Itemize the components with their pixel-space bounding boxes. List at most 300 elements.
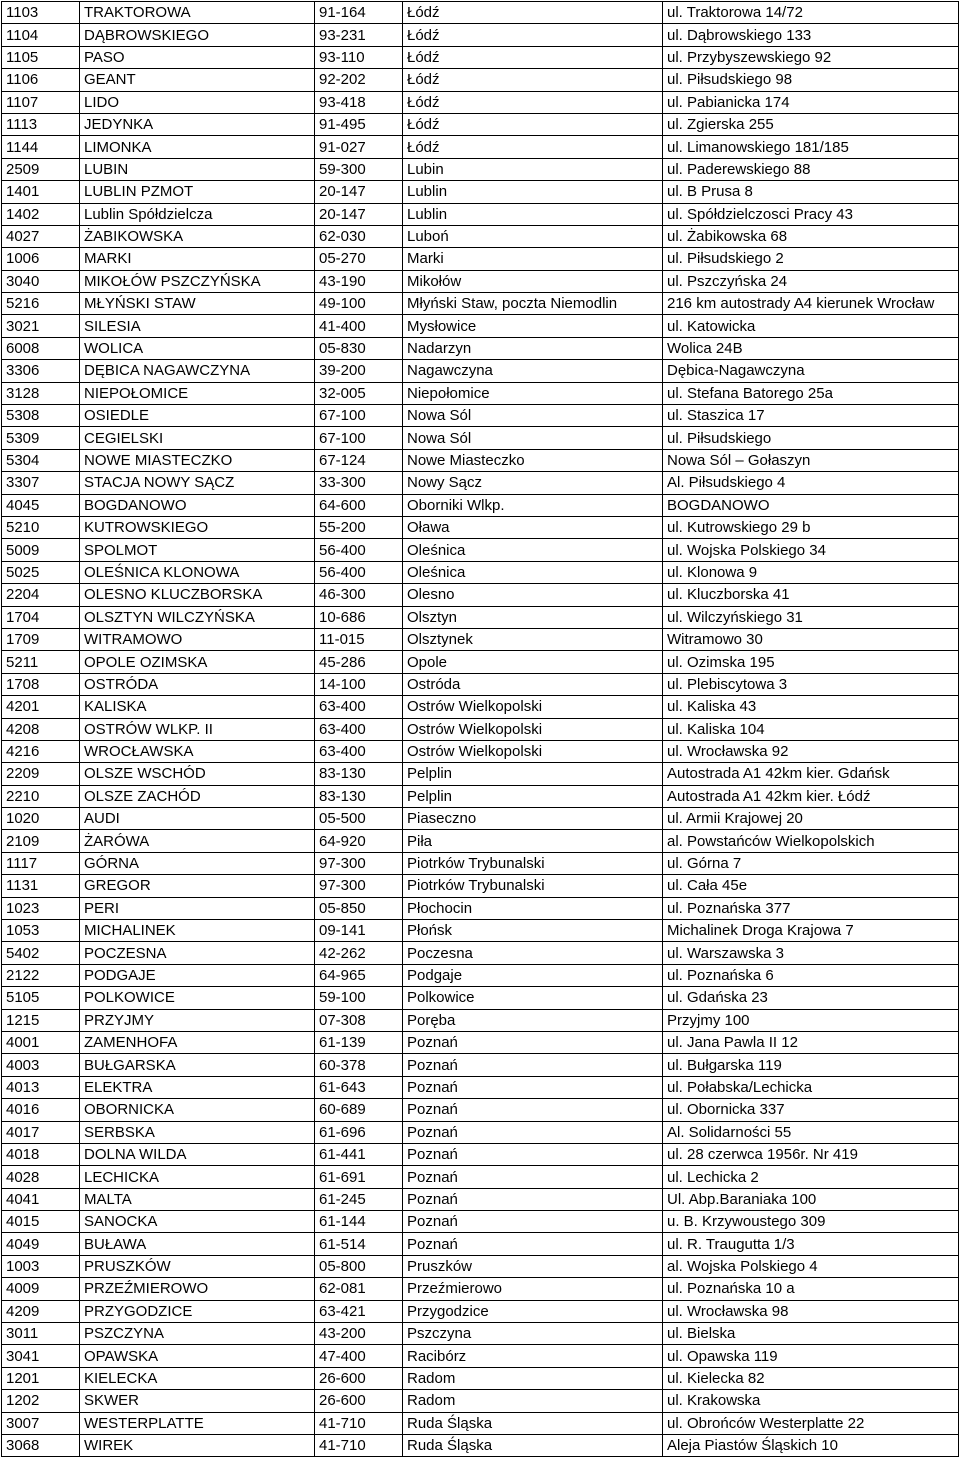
- postal-code-cell: 47-400: [315, 1345, 403, 1367]
- address-cell: ul. Kutrowskiego 29 b: [663, 516, 959, 538]
- station-id-cell: 1020: [2, 808, 80, 830]
- address-cell: ul. Dąbrowskiego 133: [663, 24, 959, 46]
- station-id-cell: 3041: [2, 1345, 80, 1367]
- station-name-cell: BUŁGARSKA: [80, 1054, 315, 1076]
- address-cell: ul. Krakowska: [663, 1390, 959, 1412]
- station-id-cell: 4209: [2, 1300, 80, 1322]
- table-row: [2, 561, 959, 583]
- postal-code-cell: 63-400: [315, 718, 403, 740]
- station-name-cell: MŁYŃSKI STAW: [80, 293, 315, 315]
- station-name-cell: SILESIA: [80, 315, 315, 337]
- table-row: [2, 1009, 959, 1031]
- station-id-cell: 1215: [2, 1009, 80, 1031]
- station-id-cell: 1402: [2, 203, 80, 225]
- station-name-cell: ŻABIKOWSKA: [80, 225, 315, 247]
- address-cell: ul. Piłsudskiego 98: [663, 69, 959, 91]
- station-id-cell: 1104: [2, 24, 80, 46]
- table-row: [2, 494, 959, 516]
- address-cell: Nowa Sól – Gołaszyn: [663, 449, 959, 471]
- station-id-cell: 1144: [2, 136, 80, 158]
- city-cell: Poznań: [403, 1143, 663, 1165]
- city-cell: Niepołomice: [403, 382, 663, 404]
- city-cell: Nowe Miasteczko: [403, 449, 663, 471]
- address-cell: Dębica-Nagawczyna: [663, 360, 959, 382]
- postal-code-cell: 83-130: [315, 763, 403, 785]
- address-cell: ul. Traktorowa 14/72: [663, 2, 959, 24]
- postal-code-cell: 20-147: [315, 181, 403, 203]
- address-cell: ul. Kaliska 104: [663, 718, 959, 740]
- table-row: [2, 1233, 959, 1255]
- postal-code-cell: 91-027: [315, 136, 403, 158]
- table-row: [2, 920, 959, 942]
- postal-code-cell: 20-147: [315, 203, 403, 225]
- station-id-cell: 1003: [2, 1255, 80, 1277]
- station-name-cell: OSTRÓW WLKP. II: [80, 718, 315, 740]
- postal-code-cell: 63-421: [315, 1300, 403, 1322]
- station-id-cell: 4028: [2, 1166, 80, 1188]
- address-cell: ul. Piłsudskiego 2: [663, 248, 959, 270]
- table-row: [2, 1211, 959, 1233]
- table-row: [2, 24, 959, 46]
- address-cell: ul. B Prusa 8: [663, 181, 959, 203]
- station-name-cell: PRZYGODZICE: [80, 1300, 315, 1322]
- station-name-cell: OPOLE OZIMSKA: [80, 651, 315, 673]
- postal-code-cell: 64-965: [315, 964, 403, 986]
- city-cell: Ostrów Wielkopolski: [403, 696, 663, 718]
- address-cell: ul. Wrocławska 92: [663, 740, 959, 762]
- postal-code-cell: 91-495: [315, 113, 403, 135]
- city-cell: Łódź: [403, 113, 663, 135]
- postal-code-cell: 64-600: [315, 494, 403, 516]
- postal-code-cell: 61-514: [315, 1233, 403, 1255]
- city-cell: Lubin: [403, 158, 663, 180]
- postal-code-cell: 61-643: [315, 1076, 403, 1098]
- address-cell: 216 km autostrady A4 kierunek Wrocław: [663, 293, 959, 315]
- table-row: [2, 203, 959, 225]
- city-cell: Podgaje: [403, 964, 663, 986]
- table-row: [2, 136, 959, 158]
- station-id-cell: 3040: [2, 270, 80, 292]
- table-row: [2, 1166, 959, 1188]
- station-id-cell: 5211: [2, 651, 80, 673]
- station-id-cell: 1103: [2, 2, 80, 24]
- city-cell: Mysłowice: [403, 315, 663, 337]
- address-cell: Autostrada A1 42km kier. Łódź: [663, 785, 959, 807]
- address-cell: ul. Stefana Batorego 25a: [663, 382, 959, 404]
- table-row: [2, 449, 959, 471]
- station-name-cell: OLEŚNICA KLONOWA: [80, 561, 315, 583]
- station-name-cell: SPOLMOT: [80, 539, 315, 561]
- table-row: [2, 1300, 959, 1322]
- address-cell: ul. Połabska/Lechicka: [663, 1076, 959, 1098]
- city-cell: Ostrów Wielkopolski: [403, 718, 663, 740]
- address-cell: u. B. Krzywoustego 309: [663, 1211, 959, 1233]
- table-row: [2, 606, 959, 628]
- city-cell: Mikołów: [403, 270, 663, 292]
- station-name-cell: WESTERPLATTE: [80, 1412, 315, 1434]
- station-id-cell: 4045: [2, 494, 80, 516]
- station-id-cell: 1107: [2, 91, 80, 113]
- address-cell: ul. Obrońców Westerplatte 22: [663, 1412, 959, 1434]
- station-id-cell: 2204: [2, 584, 80, 606]
- city-cell: Płochocin: [403, 897, 663, 919]
- address-cell: ul. Poznańska 377: [663, 897, 959, 919]
- station-name-cell: NIEPOŁOMICE: [80, 382, 315, 404]
- city-cell: Olesno: [403, 584, 663, 606]
- address-cell: Al. Solidarności 55: [663, 1121, 959, 1143]
- stations-table: [1, 1, 959, 1457]
- address-cell: ul. Żabikowska 68: [663, 225, 959, 247]
- station-id-cell: 1053: [2, 920, 80, 942]
- station-name-cell: WITRAMOWO: [80, 628, 315, 650]
- station-id-cell: 4009: [2, 1278, 80, 1300]
- station-id-cell: 3011: [2, 1323, 80, 1345]
- city-cell: Racibórz: [403, 1345, 663, 1367]
- postal-code-cell: 61-245: [315, 1188, 403, 1210]
- table-row: [2, 830, 959, 852]
- station-id-cell: 4017: [2, 1121, 80, 1143]
- postal-code-cell: 46-300: [315, 584, 403, 606]
- city-cell: Ruda Śląska: [403, 1412, 663, 1434]
- postal-code-cell: 14-100: [315, 673, 403, 695]
- table-row: [2, 718, 959, 740]
- station-name-cell: CEGIELSKI: [80, 427, 315, 449]
- address-cell: Przyjmy 100: [663, 1009, 959, 1031]
- postal-code-cell: 42-262: [315, 942, 403, 964]
- address-cell: ul. Warszawska 3: [663, 942, 959, 964]
- postal-code-cell: 45-286: [315, 651, 403, 673]
- postal-code-cell: 32-005: [315, 382, 403, 404]
- address-cell: ul. Spółdzielczosci Pracy 43: [663, 203, 959, 225]
- city-cell: Oleśnica: [403, 539, 663, 561]
- station-name-cell: AUDI: [80, 808, 315, 830]
- station-id-cell: 6008: [2, 337, 80, 359]
- table-row: [2, 673, 959, 695]
- station-id-cell: 1131: [2, 875, 80, 897]
- address-cell: Witramowo 30: [663, 628, 959, 650]
- postal-code-cell: 59-300: [315, 158, 403, 180]
- postal-code-cell: 09-141: [315, 920, 403, 942]
- postal-code-cell: 61-441: [315, 1143, 403, 1165]
- address-cell: ul. Pszczyńska 24: [663, 270, 959, 292]
- table-row: [2, 1323, 959, 1345]
- station-id-cell: 2210: [2, 785, 80, 807]
- station-name-cell: GREGOR: [80, 875, 315, 897]
- city-cell: Nowy Sącz: [403, 472, 663, 494]
- table-row: [2, 1345, 959, 1367]
- city-cell: Pszczyna: [403, 1323, 663, 1345]
- table-row: [2, 1054, 959, 1076]
- city-cell: Pelplin: [403, 785, 663, 807]
- postal-code-cell: 43-200: [315, 1323, 403, 1345]
- postal-code-cell: 41-710: [315, 1435, 403, 1457]
- postal-code-cell: 05-800: [315, 1255, 403, 1277]
- station-id-cell: 5402: [2, 942, 80, 964]
- city-cell: Polkowice: [403, 987, 663, 1009]
- station-name-cell: OLESNO KLUCZBORSKA: [80, 584, 315, 606]
- table-row: [2, 516, 959, 538]
- station-name-cell: MICHALINEK: [80, 920, 315, 942]
- address-cell: ul. Poznańska 10 a: [663, 1278, 959, 1300]
- station-name-cell: ŻARÓWA: [80, 830, 315, 852]
- station-id-cell: 4208: [2, 718, 80, 740]
- postal-code-cell: 93-110: [315, 46, 403, 68]
- table-row: [2, 987, 959, 1009]
- city-cell: Marki: [403, 248, 663, 270]
- address-cell: ul. Gdańska 23: [663, 987, 959, 1009]
- table-row: [2, 1076, 959, 1098]
- station-id-cell: 5025: [2, 561, 80, 583]
- station-id-cell: 4041: [2, 1188, 80, 1210]
- city-cell: Przeźmierowo: [403, 1278, 663, 1300]
- station-name-cell: KALISKA: [80, 696, 315, 718]
- postal-code-cell: 97-300: [315, 875, 403, 897]
- station-name-cell: OPAWSKA: [80, 1345, 315, 1367]
- station-id-cell: 1401: [2, 181, 80, 203]
- city-cell: Lublin: [403, 203, 663, 225]
- table-row: [2, 225, 959, 247]
- station-id-cell: 2509: [2, 158, 80, 180]
- station-name-cell: KIELECKA: [80, 1367, 315, 1389]
- city-cell: Olsztynek: [403, 628, 663, 650]
- table-row: [2, 427, 959, 449]
- station-name-cell: PODGAJE: [80, 964, 315, 986]
- station-id-cell: 1201: [2, 1367, 80, 1389]
- postal-code-cell: 05-830: [315, 337, 403, 359]
- city-cell: Poznań: [403, 1188, 663, 1210]
- city-cell: Przygodzice: [403, 1300, 663, 1322]
- station-name-cell: OSIEDLE: [80, 405, 315, 427]
- table-row: [2, 1188, 959, 1210]
- table-row: [2, 651, 959, 673]
- address-cell: Al. Piłsudskiego 4: [663, 472, 959, 494]
- station-name-cell: OLSZTYN WILCZYŃSKA: [80, 606, 315, 628]
- table-row: [2, 1435, 959, 1457]
- city-cell: Oleśnica: [403, 561, 663, 583]
- station-name-cell: WIREK: [80, 1435, 315, 1457]
- station-name-cell: SERBSKA: [80, 1121, 315, 1143]
- postal-code-cell: 60-689: [315, 1099, 403, 1121]
- address-cell: ul. Bielska: [663, 1323, 959, 1345]
- address-cell: ul. 28 czerwca 1956r. Nr 419: [663, 1143, 959, 1165]
- station-id-cell: 1202: [2, 1390, 80, 1412]
- table-row: [2, 539, 959, 561]
- table-row: [2, 113, 959, 135]
- city-cell: Nagawczyna: [403, 360, 663, 382]
- station-id-cell: 1113: [2, 113, 80, 135]
- postal-code-cell: 67-124: [315, 449, 403, 471]
- station-id-cell: 2109: [2, 830, 80, 852]
- station-name-cell: PERI: [80, 897, 315, 919]
- station-id-cell: 3307: [2, 472, 80, 494]
- city-cell: Piła: [403, 830, 663, 852]
- address-cell: ul. Klonowa 9: [663, 561, 959, 583]
- address-cell: ul. Paderewskiego 88: [663, 158, 959, 180]
- station-name-cell: KUTROWSKIEGO: [80, 516, 315, 538]
- city-cell: Ruda Śląska: [403, 1435, 663, 1457]
- station-name-cell: OLSZE ZACHÓD: [80, 785, 315, 807]
- station-id-cell: 5216: [2, 293, 80, 315]
- postal-code-cell: 62-081: [315, 1278, 403, 1300]
- station-id-cell: 4027: [2, 225, 80, 247]
- table-row: [2, 181, 959, 203]
- station-id-cell: 4016: [2, 1099, 80, 1121]
- station-id-cell: 4003: [2, 1054, 80, 1076]
- city-cell: Ostrów Wielkopolski: [403, 740, 663, 762]
- address-cell: ul. Obornicka 337: [663, 1099, 959, 1121]
- address-cell: ul. Lechicka 2: [663, 1166, 959, 1188]
- city-cell: Poznań: [403, 1166, 663, 1188]
- table-row: [2, 808, 959, 830]
- postal-code-cell: 33-300: [315, 472, 403, 494]
- city-cell: Poręba: [403, 1009, 663, 1031]
- station-id-cell: 4216: [2, 740, 80, 762]
- address-cell: ul. Wilczyńskiego 31: [663, 606, 959, 628]
- address-cell: ul. Cała 45e: [663, 875, 959, 897]
- city-cell: Poznań: [403, 1031, 663, 1053]
- station-name-cell: OSTRÓDA: [80, 673, 315, 695]
- city-cell: Łódź: [403, 69, 663, 91]
- table-row: [2, 315, 959, 337]
- table-row: [2, 46, 959, 68]
- address-cell: ul. Limanowskiego 181/185: [663, 136, 959, 158]
- postal-code-cell: 49-100: [315, 293, 403, 315]
- city-cell: Poznań: [403, 1054, 663, 1076]
- station-name-cell: OBORNICKA: [80, 1099, 315, 1121]
- postal-code-cell: 61-691: [315, 1166, 403, 1188]
- postal-code-cell: 93-231: [315, 24, 403, 46]
- table-row: [2, 942, 959, 964]
- postal-code-cell: 62-030: [315, 225, 403, 247]
- postal-code-cell: 26-600: [315, 1390, 403, 1412]
- table-row: [2, 584, 959, 606]
- table-row: [2, 69, 959, 91]
- station-id-cell: 1006: [2, 248, 80, 270]
- station-name-cell: ZAMENHOFA: [80, 1031, 315, 1053]
- postal-code-cell: 91-164: [315, 2, 403, 24]
- address-cell: al. Wojska Polskiego 4: [663, 1255, 959, 1277]
- address-cell: ul. Kluczborska 41: [663, 584, 959, 606]
- address-cell: ul. Kielecka 82: [663, 1367, 959, 1389]
- table-row: [2, 270, 959, 292]
- postal-code-cell: 39-200: [315, 360, 403, 382]
- station-name-cell: LUBIN: [80, 158, 315, 180]
- table-row: [2, 897, 959, 919]
- postal-code-cell: 43-190: [315, 270, 403, 292]
- city-cell: Poznań: [403, 1121, 663, 1143]
- station-id-cell: 3007: [2, 1412, 80, 1434]
- station-name-cell: BOGDANOWO: [80, 494, 315, 516]
- city-cell: Oława: [403, 516, 663, 538]
- station-id-cell: 3068: [2, 1435, 80, 1457]
- postal-code-cell: 60-378: [315, 1054, 403, 1076]
- station-name-cell: BUŁAWA: [80, 1233, 315, 1255]
- city-cell: Piotrków Trybunalski: [403, 875, 663, 897]
- station-name-cell: PRZEŹMIEROWO: [80, 1278, 315, 1300]
- table-row: [2, 472, 959, 494]
- address-cell: ul. R. Traugutta 1/3: [663, 1233, 959, 1255]
- table-row: [2, 337, 959, 359]
- address-cell: ul. Opawska 119: [663, 1345, 959, 1367]
- postal-code-cell: 56-400: [315, 539, 403, 561]
- station-name-cell: LECHICKA: [80, 1166, 315, 1188]
- city-cell: Nowa Sól: [403, 427, 663, 449]
- table-row: [2, 91, 959, 113]
- station-id-cell: 2122: [2, 964, 80, 986]
- city-cell: Łódź: [403, 46, 663, 68]
- station-name-cell: GÓRNA: [80, 852, 315, 874]
- city-cell: Poznań: [403, 1211, 663, 1233]
- address-cell: Wolica 24B: [663, 337, 959, 359]
- address-cell: ul. Poznańska 6: [663, 964, 959, 986]
- station-name-cell: Lublin Spółdzielcza: [80, 203, 315, 225]
- city-cell: Płońsk: [403, 920, 663, 942]
- address-cell: ul. Bułgarska 119: [663, 1054, 959, 1076]
- station-id-cell: 5308: [2, 405, 80, 427]
- address-cell: ul. Wojska Polskiego 34: [663, 539, 959, 561]
- station-id-cell: 4001: [2, 1031, 80, 1053]
- city-cell: Nadarzyn: [403, 337, 663, 359]
- station-name-cell: OLSZE WSCHÓD: [80, 763, 315, 785]
- city-cell: Łódź: [403, 91, 663, 113]
- table-row: [2, 158, 959, 180]
- station-name-cell: DOLNA WILDA: [80, 1143, 315, 1165]
- station-id-cell: 5304: [2, 449, 80, 471]
- address-cell: Autostrada A1 42km kier. Gdańsk: [663, 763, 959, 785]
- station-id-cell: 5309: [2, 427, 80, 449]
- station-name-cell: PRZYJMY: [80, 1009, 315, 1031]
- postal-code-cell: 07-308: [315, 1009, 403, 1031]
- address-cell: BOGDANOWO: [663, 494, 959, 516]
- postal-code-cell: 64-920: [315, 830, 403, 852]
- postal-code-cell: 10-686: [315, 606, 403, 628]
- postal-code-cell: 61-696: [315, 1121, 403, 1143]
- postal-code-cell: 26-600: [315, 1367, 403, 1389]
- postal-code-cell: 63-400: [315, 696, 403, 718]
- city-cell: Ostróda: [403, 673, 663, 695]
- table-row: [2, 1143, 959, 1165]
- station-id-cell: 4015: [2, 1211, 80, 1233]
- station-id-cell: 1704: [2, 606, 80, 628]
- address-cell: ul. Zgierska 255: [663, 113, 959, 135]
- city-cell: Łódź: [403, 24, 663, 46]
- address-cell: ul. Przybyszewskiego 92: [663, 46, 959, 68]
- address-cell: ul. Wrocławska 98: [663, 1300, 959, 1322]
- station-name-cell: STACJA NOWY SĄCZ: [80, 472, 315, 494]
- postal-code-cell: 83-130: [315, 785, 403, 807]
- table-row: [2, 1255, 959, 1277]
- postal-code-cell: 93-418: [315, 91, 403, 113]
- table-row: [2, 1278, 959, 1300]
- station-name-cell: DĘBICA NAGAWCZYNA: [80, 360, 315, 382]
- table-row: [2, 405, 959, 427]
- station-name-cell: MARKI: [80, 248, 315, 270]
- postal-code-cell: 56-400: [315, 561, 403, 583]
- address-cell: Aleja Piastów Śląskich 10: [663, 1435, 959, 1457]
- address-cell: ul. Plebiscytowa 3: [663, 673, 959, 695]
- table-row: [2, 1390, 959, 1412]
- station-name-cell: POCZESNA: [80, 942, 315, 964]
- address-cell: Michalinek Droga Krajowa 7: [663, 920, 959, 942]
- city-cell: Lublin: [403, 181, 663, 203]
- station-id-cell: 1023: [2, 897, 80, 919]
- postal-code-cell: 67-100: [315, 405, 403, 427]
- table-row: [2, 248, 959, 270]
- table-row: [2, 964, 959, 986]
- station-name-cell: POLKOWICE: [80, 987, 315, 1009]
- station-id-cell: 4201: [2, 696, 80, 718]
- station-id-cell: 3128: [2, 382, 80, 404]
